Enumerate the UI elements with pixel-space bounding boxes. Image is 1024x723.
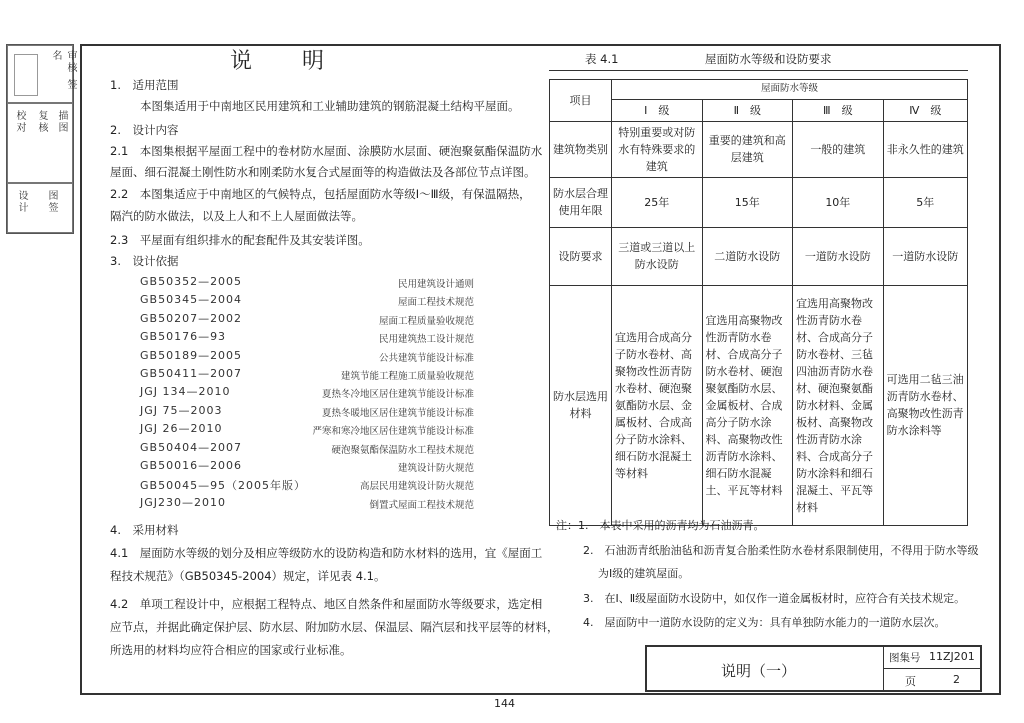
standard-name: 严寒和寒冷地区居住建筑节能设计标准 [312,426,474,438]
standard-code: GB50404—2007 [140,440,243,454]
grade-header-1: Ⅰ 级 [612,99,703,121]
sidebar-bot-a: 设计 [16,190,27,214]
standard-name: 公共建筑节能设计标准 [378,352,474,364]
page-title: 说 明 [230,49,327,74]
standard-name: 民用建筑热工设计规范 [378,334,474,346]
sidebar-cell-top [7,45,76,103]
standard-code: GB50016—2006 [140,459,243,472]
col-item-header: 项目 [550,80,612,122]
section-2-1-line-b: 屋面、细石混凝土刚性防水和刚柔防水复合式屋面等的构造做法及各部位节点详图。 [110,165,536,179]
standard-code: GB50045—95（2005年版） [140,479,307,493]
req-cell-1: 三道或三道以上防水设防 [612,227,703,285]
section-2-2-line-b: 隔汽的防水做法，以及上人和不上人屋面做法等。 [110,209,363,223]
standard-name: 硬泡聚氨酯保温防水工程技术规范 [331,444,474,456]
sidebar-mid-b: 复核 [36,110,47,134]
binding-sidebar [6,44,74,234]
section-4-heading: 4. 采用材料 [110,523,179,537]
mat-cell-1: 宜选用合成高分子防水卷材、高聚物改性沥青防水卷材、硬泡聚氨酯防水层、金属板材、合成高分子防水涂料、细石防水混凝土等材料 [612,285,703,525]
req-cell-3: 一道防水设防 [793,227,884,285]
life-cell-1: 25年 [612,177,703,227]
grade-header-4: Ⅳ 级 [883,99,967,121]
section-2-1-line-a: 2.1 本图集根据平屋面工程中的卷材防水屋面、涂膜防水层面、硬泡聚氨酯保温防水 [110,144,543,158]
req-cell-2: 二道防水设防 [702,227,793,285]
note-4: 4. 屋面防中一道防水设防的定义为：具有单独防水能力的一道防水层次。 [583,616,946,629]
standard-name: 夏热冬暖地区居住建筑节能设计标准 [321,407,474,419]
sheet-page-number: 2 [953,673,960,686]
drawing-name: 说明（一） [721,662,797,680]
standard-name: 夏热冬冷地区居住建筑节能设计标准 [321,389,474,401]
life-cell-2: 15年 [702,177,793,227]
mat-cell-4: 可选用二毡三油沥青防水卷材、高聚物改性沥青防水涂料等 [883,285,967,525]
standard-code: JGJ 134—2010 [140,385,231,399]
type-cell-1: 特别重要或对防水有特殊要求的建筑 [612,121,703,177]
section-2-2-line-a: 2.2 本图集适应于中南地区的气候特点，包括屋面防水等级Ⅰ～Ⅲ级，有保温隔热， [110,187,531,201]
standard-code: JGJ230—2010 [140,495,227,509]
standard-name: 高层民用建筑设计防火规范 [359,481,474,493]
standard-code: JGJ 75—2003 [140,403,223,417]
note-3: 3. 在Ⅰ、Ⅱ级屋面防水设防中，如仅作一道金属板材时，应符合有关技术规定。 [583,592,966,605]
title-block [645,645,982,692]
grade-header-2: Ⅱ 级 [702,99,793,121]
standard-code: JGJ 26—2010 [140,422,223,436]
page-number: 144 [494,697,515,710]
stamp-mark [14,54,38,96]
standard-name: 民用建筑设计通则 [397,279,474,290]
standard-name: 建筑节能工程施工质量验收规范 [340,371,474,382]
note-2-line-a: 2. 石油沥青纸胎油毡和沥青复合胎柔性防水卷材系限制使用，不得用于防水等级 [583,544,979,557]
standard-name: 倒置式屋面工程技术规范 [369,499,474,511]
waterproof-grade-table [549,79,968,526]
section-3-heading: 3. 设计依据 [110,254,179,268]
section-4-2-line-c: 所选用的材料均应符合相应的国家或行业标准。 [110,643,352,657]
section-1-text: 本图集适用于中南地区民用建筑和工业辅助建筑的钢筋混凝土结构平屋面。 [140,99,520,113]
mat-cell-2: 宜选用高聚物改性沥青防水卷材、合成高分子防水卷材、硬泡聚氨酯防水层、金属板材、合成高分子防水涂料、高聚物改性沥青防水涂料、细石防水混凝土、平瓦等材料 [702,285,793,525]
sidebar-mid-c: 描图 [56,110,67,134]
sidebar-bot-b: 图签 [46,190,57,214]
section-4-2-line-a: 4.2 单项工程设计中，应根据工程特点、地区自然条件和屋面防水等级要求，选定相 [110,597,543,611]
row-label-materials: 防水层选用材料 [550,285,612,525]
standard-code: GB50207—2002 [140,311,243,325]
sidebar-cell-bottom [7,183,73,233]
note-2-line-b: 为Ⅰ级的建筑屋面。 [598,567,690,580]
standard-name: 屋面工程质量验收规范 [378,315,474,327]
table-caption-number: 表 4.1 [585,52,619,66]
grade-group-header: 屋面防水等级 [612,80,968,100]
row-label-requirement: 设防要求 [550,227,612,285]
standard-code: GB50352—2005 [140,275,243,288]
atlas-number: 11ZJ201 [929,650,975,663]
type-cell-3: 一般的建筑 [793,121,884,177]
life-cell-3: 10年 [793,177,884,227]
table-caption: 屋面防水等级和设防要求 [705,52,832,66]
grade-header-3: Ⅲ 级 [793,99,884,121]
req-cell-4: 一道防水设防 [883,227,967,285]
standard-name: 屋面工程技术规范 [397,297,474,309]
section-2-3: 2.3 平屋面有组织排水的配套配件及其安装详图。 [110,233,370,247]
type-cell-2: 重要的建筑和高层建筑 [702,121,793,177]
life-cell-4: 5年 [883,177,967,227]
mat-cell-3: 宜选用高聚物改性沥青防水卷材、合成高分子防水卷材、三毡四油沥青防水卷材、硬泡聚氨酯防水材料、金属板材、高聚物改性沥青防水涂料、合成高分子防水涂料和细石混凝土、平瓦等材料 [793,285,884,525]
standard-code: GB50176—93 [140,330,227,344]
sidebar-mid-a: 校对 [14,110,25,134]
standard-name: 建筑设计防火规范 [397,463,474,474]
sidebar-cell-mid [7,103,73,183]
sidebar-top-text: 审核 签名 [50,50,76,92]
section-4-1-line-a: 4.1 屋面防水等级的划分及相应等级防水的设防构造和防水材料的选用，宜《屋面工 [110,546,543,560]
section-4-2-line-b: 应节点，并据此确定保护层、防水层、附加防水层、保温层、隔汽层和找平层等的材料， [110,620,559,634]
atlas-label: 图集号 [889,652,921,664]
caption-rule [549,70,968,71]
title-block-divider-h [883,668,980,669]
page-label: 页 [905,675,916,688]
section-2-heading: 2. 设计内容 [110,123,179,137]
section-4-1-line-b: 程技术规范》（GB50345-2004）规定，详见表 4.1。 [110,569,386,583]
standard-code: GB50411—2007 [140,367,243,380]
row-label-service-life: 防水层合理使用年限 [550,177,612,227]
note-1: 注：1. 本表中采用的沥青均为石油沥青。 [556,519,765,532]
type-cell-4: 非永久性的建筑 [883,121,967,177]
section-1-heading: 1. 适用范围 [110,78,179,92]
standard-code: GB50345—2004 [140,293,243,307]
row-label-building-type: 建筑物类别 [550,121,612,177]
standard-code: GB50189—2005 [140,348,243,362]
